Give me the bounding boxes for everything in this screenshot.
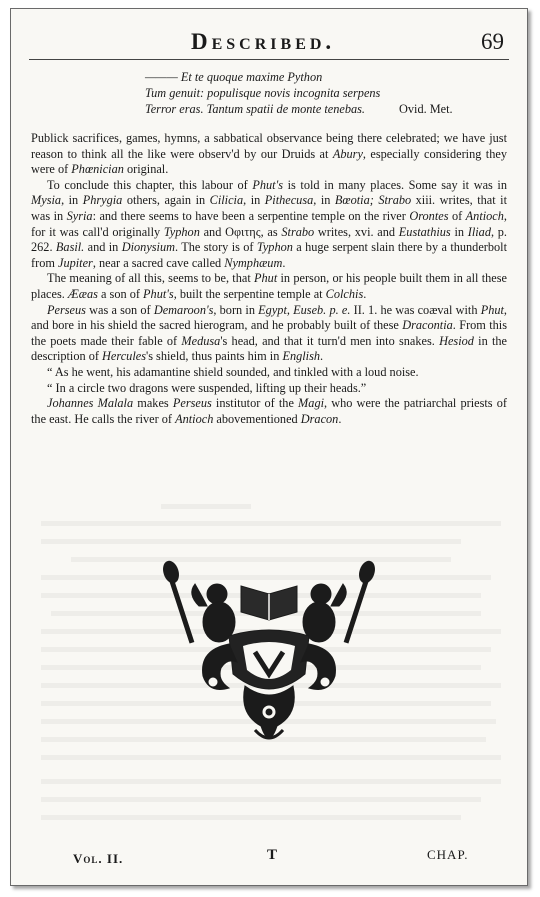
italic-run: Basil. (55, 240, 85, 255)
text-run: is told in many places. Some say it was in (283, 177, 507, 192)
text-run: , in (243, 193, 265, 208)
text-run: in person, or his people built them in all these places. (31, 271, 507, 301)
italic-run: Hercules (102, 349, 146, 364)
show-through-line (41, 521, 501, 526)
paragraph (31, 131, 507, 178)
text-run: , in (313, 193, 335, 208)
italic-run: Cilicia (209, 193, 244, 208)
volume-label: Vol. II. (73, 851, 124, 866)
text-run: , and bore in his shield the sacred hierogram, and he probably built of these (31, 302, 507, 333)
page-number: 69 (481, 29, 504, 54)
show-through-line (41, 797, 481, 802)
text-run: , who were the patriarchal priests of the east. He calls the river of (31, 396, 507, 426)
text-run: Publick sacrifices, games, hymns, a sabbatical observance being there celebrated; we have just reason to think all the like were observ'd by our Druids at (31, 131, 507, 161)
show-through-line (161, 504, 251, 509)
text-run: “ As he went, his adamantine shield sounded, and tinkled with a loud noise. (47, 364, 419, 379)
italic-run: Dracontia (402, 318, 453, 333)
italic-run: Dracon (300, 411, 339, 426)
italic-run: Iliad (467, 224, 491, 239)
text-run: of (448, 208, 466, 223)
text-run: , p. 262. (31, 224, 508, 255)
quotation-line (31, 381, 507, 397)
italic-run: Demaroon's (153, 302, 214, 317)
italic-run: Abury (332, 146, 363, 161)
text-run: , born in (213, 302, 259, 317)
italic-run: Typhon (256, 240, 293, 255)
italic-run: Orontes (409, 208, 449, 223)
epigraph-line-1: ——— Et te quoque maxime Python (145, 70, 323, 84)
italic-run: Phrygia (82, 193, 123, 208)
italic-run: Typhon (163, 224, 200, 239)
italic-run: Medusa (181, 333, 221, 348)
body-text (31, 131, 507, 427)
text-run: , especially considering they were of (31, 146, 507, 177)
italic-run: Phut's (252, 177, 284, 192)
text-run: . From this the poets made their fable of (31, 318, 508, 348)
text-run: , in (61, 193, 83, 208)
text-run: . The story is of (175, 240, 257, 255)
paragraph (31, 303, 507, 365)
italic-run: Perseus (172, 396, 212, 411)
italic-run: Colchis (325, 286, 364, 301)
italic-run: Johannes Malala (47, 396, 134, 411)
text-run: . (320, 349, 324, 364)
signature-mark: T (267, 847, 278, 863)
text-run: To conclude this chapter, this labour of (47, 177, 253, 192)
epigraph-line-3: Terror eras. Tantum spatii de monte tenebas. (145, 102, 365, 116)
paragraph (31, 178, 507, 272)
italic-run: Dionysium (121, 240, 176, 255)
text-run: , built the serpentine temple at (173, 286, 326, 301)
header-rule (29, 59, 509, 60)
text-run: writes, xvi. and (314, 224, 399, 239)
italic-run: Mysia (31, 193, 62, 208)
show-through-line (41, 539, 461, 544)
quotation-line (31, 365, 507, 381)
epigraph (145, 69, 380, 117)
text-run: a son of (97, 286, 144, 301)
text-run: , near a sacred cave called (92, 255, 225, 270)
text-run: 's shield, thus paints him in (145, 349, 283, 364)
text-run: others, again in (122, 193, 210, 208)
text-run: institutor of the (211, 396, 299, 411)
text-run: . (282, 255, 286, 270)
italic-run: Bœotia; Strabo (334, 193, 412, 208)
text-run: and in (84, 240, 122, 255)
italic-run: Antioch (175, 411, 214, 426)
running-head: Described. (191, 29, 336, 54)
italic-run: Strabo (281, 224, 315, 239)
text-run: original. (123, 162, 169, 177)
italic-run: Jupiter (57, 255, 93, 270)
italic-run: Phut (480, 302, 504, 317)
text-run: . (338, 411, 342, 426)
catchword: CHAP. (427, 847, 469, 862)
text-run: : and there seems to have been a serpentine temple on the river (92, 208, 410, 223)
italic-run: Syria (66, 208, 93, 223)
text-run: . (363, 286, 367, 301)
italic-run: Egypt, Euseb. p. e. (258, 302, 351, 317)
epigraph-line-2: Tum genuit: populisque novis incognita serpens (145, 86, 381, 100)
italic-run: Phut (254, 271, 278, 286)
text-run: , for it was call'd originally (31, 208, 507, 239)
text-run: and Οφιτης, as (199, 224, 282, 239)
italic-run: Antioch (465, 208, 504, 223)
text-run: a huge serpent slain there by a thunderbolt from (31, 240, 508, 270)
italic-run: Magi (298, 396, 325, 411)
text-run: The meaning of all this, seems to be, that (47, 271, 255, 286)
cherub-ornament-tailpiece (159, 554, 379, 754)
paragraph (31, 271, 507, 302)
text-run: abovementioned (213, 411, 301, 426)
italic-run: Eustathius (398, 224, 451, 239)
epigraph-source: Ovid. Met. (399, 102, 453, 116)
italic-run: Ææas (67, 286, 98, 301)
text-run: was a son of (85, 302, 154, 317)
italic-run: Pithecusa (264, 193, 314, 208)
italic-run: Phœnician (71, 162, 124, 177)
italic-run: Nymphæum (224, 255, 283, 270)
text-run: II. 1. he was coæval with (350, 302, 481, 317)
italic-run: Phut's (143, 286, 174, 301)
show-through-line (41, 779, 501, 784)
paragraph (31, 396, 507, 427)
book-page (10, 8, 528, 886)
italic-run: English (282, 349, 321, 364)
text-run: in (450, 224, 468, 239)
italic-run: Hesiod (439, 333, 474, 348)
text-run: makes (133, 396, 173, 411)
text-run: xiii. writes, that it was in (31, 193, 507, 223)
show-through-line (41, 755, 501, 760)
text-run: 's head, and that it turn'd men into snakes. (220, 333, 440, 348)
show-through-line (41, 815, 461, 820)
italic-run: Perseus (47, 302, 86, 317)
text-run: in the description of (31, 333, 507, 364)
text-run: “ In a circle two dragons were suspended, lifting up their heads.” (47, 380, 367, 395)
